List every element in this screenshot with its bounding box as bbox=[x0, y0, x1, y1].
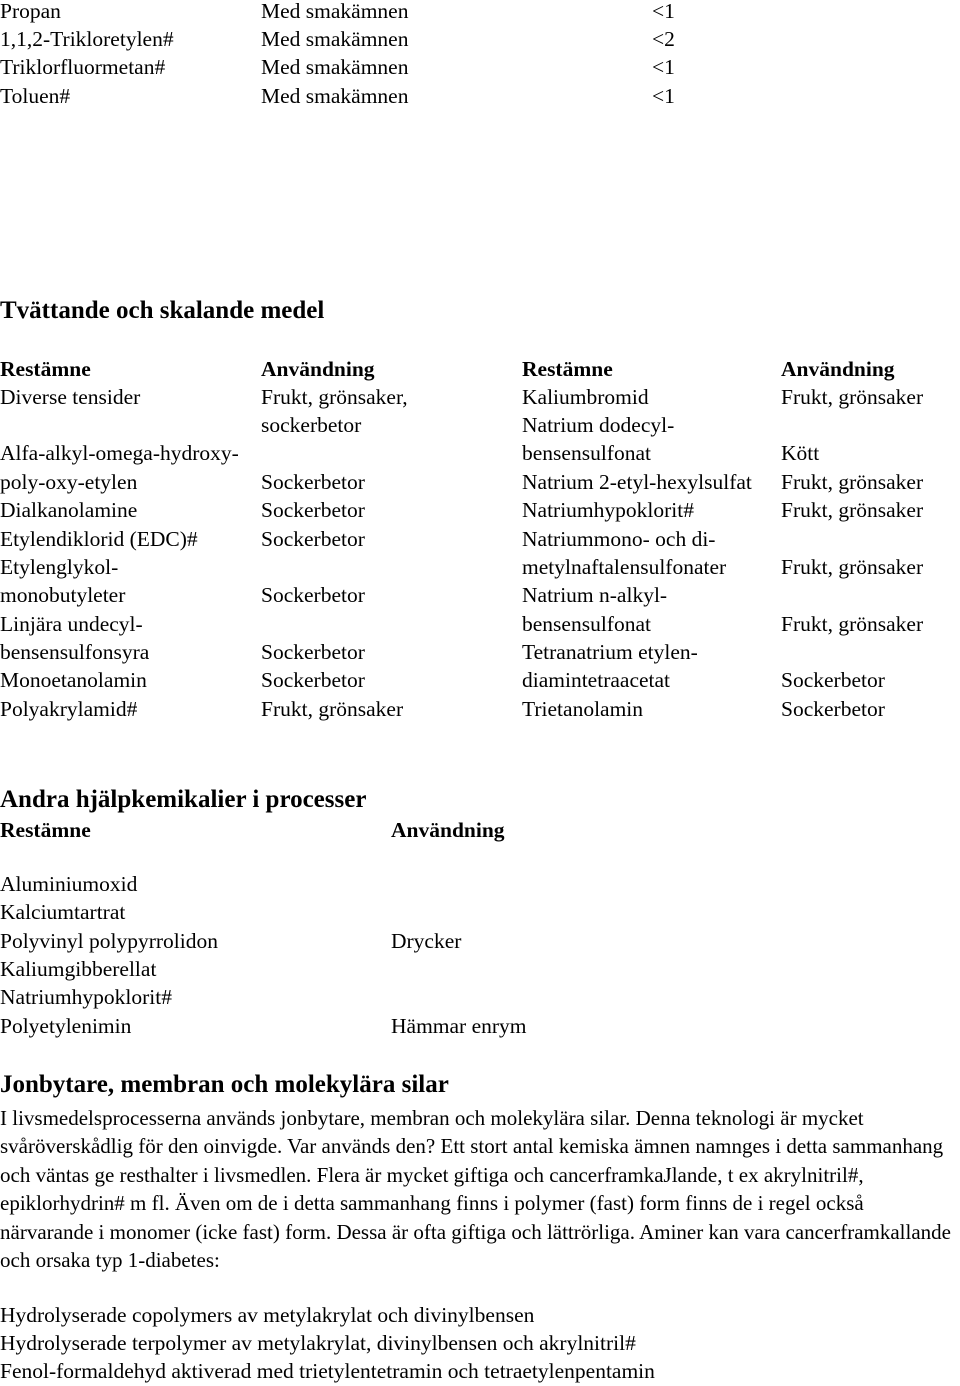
table-cell: Frukt, grönsaker bbox=[781, 385, 924, 409]
table-cell: Diverse tensider bbox=[0, 385, 141, 409]
table-cell: metylnaftalensulfonater bbox=[522, 555, 727, 579]
table-cell: Frukt, grönsaker bbox=[781, 555, 924, 579]
table-cell: Etylendiklorid (EDC)# bbox=[0, 527, 198, 551]
top-row-substance: Triklorfluormetan# bbox=[0, 55, 166, 79]
table-cell: diamintetraacetat bbox=[522, 668, 671, 692]
table-cell: Tetranatrium etylen- bbox=[522, 640, 698, 664]
table-cell: Frukt, grönsaker bbox=[781, 498, 924, 522]
table-cell: Kaliumgibberellat bbox=[0, 957, 157, 981]
table-cell: poly-oxy-etylen bbox=[0, 470, 138, 494]
section-heading-ion-exchangers: Jonbytare, membran och molekylära silar bbox=[0, 1071, 449, 1098]
table-cell: Kaliumbromid bbox=[522, 385, 649, 409]
table-cell: monobutyleter bbox=[0, 583, 126, 607]
list-item: Hydrolyserade copolymers av metylakrylat och divinylbensen bbox=[0, 1303, 535, 1327]
section-heading-processing-aids: Andra hjälpkemikalier i processer bbox=[0, 786, 367, 813]
table-cell: Sockerbetor bbox=[261, 470, 365, 494]
table-cell: Frukt, grönsaker bbox=[261, 697, 404, 721]
table-cell: Frukt, grönsaker bbox=[781, 470, 924, 494]
table-cell: Natrium dodecyl- bbox=[522, 413, 675, 437]
table-cell: Drycker bbox=[391, 929, 462, 953]
column-header: Restämne bbox=[0, 357, 91, 381]
table-cell: Natrium 2-etyl-hexylsulfat bbox=[522, 470, 752, 494]
top-row-value: <1 bbox=[652, 55, 675, 79]
list-item: Hydrolyserade terpolymer av metylakrylat, divinylbensen och akrylnitril# bbox=[0, 1331, 636, 1355]
table-cell: Polyetylenimin bbox=[0, 1014, 132, 1038]
table-cell: bensensulfonat bbox=[522, 612, 651, 636]
table-cell: Natriumhypoklorit# bbox=[522, 498, 694, 522]
column-header: Användning bbox=[261, 357, 375, 381]
column-header: Restämne bbox=[0, 818, 91, 842]
table-cell: Frukt, grönsaker, bbox=[261, 385, 408, 409]
section-heading-washing: Tvättande och skalande medel bbox=[0, 297, 325, 324]
table-cell: sockerbetor bbox=[261, 413, 362, 437]
table-cell: Trietanolamin bbox=[522, 697, 644, 721]
top-row-value: <1 bbox=[652, 84, 675, 108]
table-cell: Kött bbox=[781, 441, 820, 465]
top-row-usage: Med smakämnen bbox=[261, 27, 409, 51]
table-cell: Natriumhypoklorit# bbox=[0, 985, 172, 1009]
list-item: Fenol-formaldehyd aktiverad med trietylentetramin och tetraetylenpentamin bbox=[0, 1359, 655, 1383]
table-cell: Polyakrylamid# bbox=[0, 697, 138, 721]
table-cell: Polyvinyl polypyrrolidon bbox=[0, 929, 218, 953]
table-cell: Sockerbetor bbox=[261, 640, 365, 664]
table-cell: Sockerbetor bbox=[781, 697, 885, 721]
table-cell: Frukt, grönsaker bbox=[781, 612, 924, 636]
top-row-substance: 1,1,2-Trikloretylen# bbox=[0, 27, 174, 51]
top-row-value: <1 bbox=[652, 0, 675, 23]
table-cell: Natrium n-alkyl- bbox=[522, 583, 668, 607]
top-row-substance: Toluen# bbox=[0, 84, 71, 108]
body-paragraph: I livsmedelsprocesserna används jonbytare, membran och molekylära silar. Denna teknologi är mycket svåröverskådlig för den oinvigde. Var används den? Ett stort antal kemiska ämnen namnges i detta sammanhang och väntas ge resthalter i livsmedlen. Flera är mycket giftiga och cancerframkaJlande, t ex akrylnitril#, epiklorhydrin# m fl. Även om de i detta sammanhang finns i polymer (fast) form finns de i regel också närvarande i monomer (icke fast) form. Dessa är ofta giftiga och lättrörliga. Aminer kan vara cancerframkallande och orsaka typ 1-diabetes: bbox=[0, 1106, 951, 1273]
table-cell: Dialkanolamine bbox=[0, 498, 138, 522]
top-row-value: <2 bbox=[652, 27, 675, 51]
table-cell: Monoetanolamin bbox=[0, 668, 147, 692]
table-cell: Sockerbetor bbox=[261, 668, 365, 692]
table-cell: Natriummono- och di- bbox=[522, 527, 716, 551]
top-row-usage: Med smakämnen bbox=[261, 55, 409, 79]
table-cell: Linjära undecyl- bbox=[0, 612, 143, 636]
table-cell: Sockerbetor bbox=[261, 527, 365, 551]
table-cell: Alfa-alkyl-omega-hydroxy- bbox=[0, 441, 239, 465]
table-cell: bensensulfonat bbox=[522, 441, 651, 465]
column-header: Användning bbox=[391, 818, 505, 842]
table-cell: Sockerbetor bbox=[261, 498, 365, 522]
table-cell: bensensulfonsyra bbox=[0, 640, 150, 664]
top-row-usage: Med smakämnen bbox=[261, 0, 409, 23]
table-cell: Hämmar enrym bbox=[391, 1014, 527, 1038]
column-header: Användning bbox=[781, 357, 895, 381]
column-header: Restämne bbox=[522, 357, 613, 381]
top-row-usage: Med smakämnen bbox=[261, 84, 409, 108]
table-cell: Sockerbetor bbox=[261, 583, 365, 607]
top-row-substance: Propan bbox=[0, 0, 61, 23]
table-cell: Sockerbetor bbox=[781, 668, 885, 692]
table-cell: Etylenglykol- bbox=[0, 555, 119, 579]
table-cell: Kalciumtartrat bbox=[0, 900, 126, 924]
table-cell: Aluminiumoxid bbox=[0, 872, 138, 896]
